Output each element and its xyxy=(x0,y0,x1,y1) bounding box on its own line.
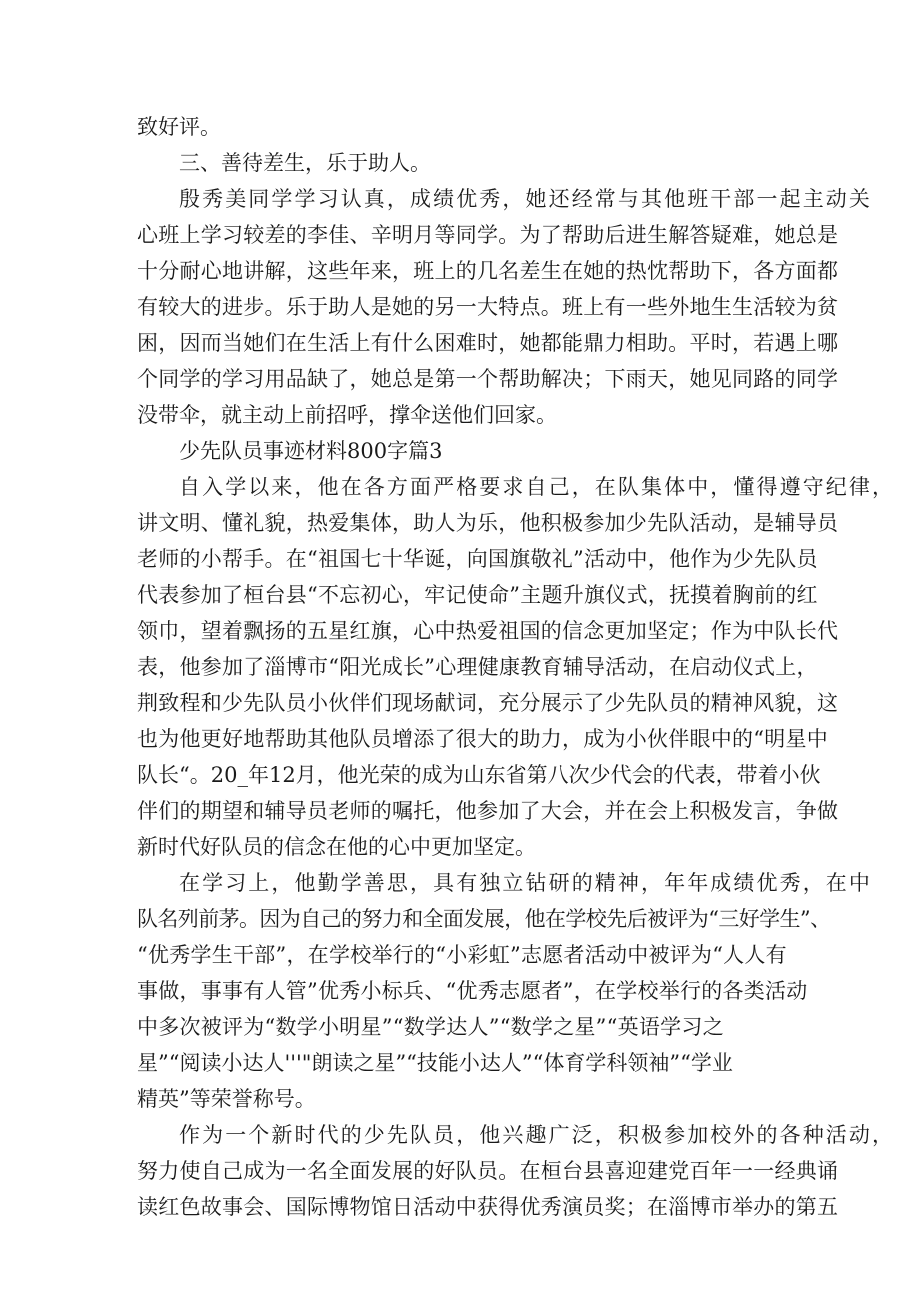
paragraph-line: 伴们的期望和辅导员老师的嘱托，他参加了大会，并在会上积极发言，争做 xyxy=(137,799,839,823)
paragraph-line: 也为他更好地帮助其他队员增添了很大的助力，成为小伙伴眼中的“明星中 xyxy=(137,727,828,751)
paragraph-line: 在学习上，他勤学善思，具有独立钻研的精神，年年成绩优秀，在中 xyxy=(179,871,872,895)
paragraph-line: 殷秀美同学学习认真，成绩优秀，她还经常与其他班干部一起主动关 xyxy=(179,187,872,211)
paragraph-line: 事做，事事有人管”优秀小标兵、“优秀志愿者”，在学校举行的各类活动 xyxy=(137,979,808,1003)
section-title: 少先队员事迹材料800字篇3 xyxy=(179,439,443,463)
paragraph-line: 领巾，望着飘扬的五星红旗，心中热爱祖国的信念更加坚定；作为中队长代 xyxy=(137,619,839,643)
section-heading: 三、善待差生，乐于助人。 xyxy=(179,151,431,175)
paragraph-line: 队长“。20_年12月，他光荣的成为山东省第八次少代会的代表，带着小伙 xyxy=(137,763,821,787)
paragraph-line: 个同学的学习用品缺了，她总是第一个帮助解决；下雨天，她见同路的同学 xyxy=(137,367,839,391)
paragraph-line: 代表参加了桓台县“不忘初心，牢记使命”主题升旗仪式，抚摸着胸前的红 xyxy=(137,583,818,607)
paragraph-line: 表，他参加了淄博市“阳光成长”心理健康教育辅导活动，在启动仪式上， xyxy=(137,655,818,679)
paragraph-line: 自入学以来，他在各方面严格要求自己，在队集体中，懂得遵守纪律， xyxy=(179,475,896,499)
paragraph-line: 精英”等荣誉称号。 xyxy=(137,1087,316,1111)
paragraph-line: 星”“阅读小达人'''"朗读之星”“技能小达人”“体育学科领袖”“学业 xyxy=(137,1051,733,1075)
paragraph-line: 困，因而当她们在生活上有什么困难时，她都能鼎力相助。平时，若遇上哪 xyxy=(137,331,839,355)
paragraph-line: 有较大的进步。乐于助人是她的另一大特点。班上有一些外地生生活较为贫 xyxy=(137,295,839,319)
paragraph-line: 没带伞，就主动上前招呼，撑伞送他们回家。 xyxy=(137,403,557,427)
paragraph-line: 老师的小帮手。在“祖国七十华诞，向国旗敬礼”活动中，他作为少先队员 xyxy=(137,547,818,571)
text-line: 致好评。 xyxy=(137,115,221,139)
paragraph-line: “优秀学生干部”，在学校举行的“小彩虹”志愿者活动中被评为“人人有 xyxy=(137,943,787,967)
paragraph-line: 新时代好队员的信念在他的心中更加坚定。 xyxy=(137,835,536,859)
paragraph-line: 心班上学习较差的李佳、辛明月等同学。为了帮助后进生解答疑难，她总是 xyxy=(137,223,839,247)
paragraph-line: 中多次被评为“数学小明星”“数学达人”“数学之星”“英语学习之 xyxy=(137,1015,724,1039)
paragraph-line: 读红色故事会、国际博物馆日活动中获得优秀演员奖；在淄博市举办的第五 xyxy=(137,1195,839,1219)
paragraph-line: 队名列前茅。因为自己的努力和全面发展，他在学校先后被评为“三好学生”、 xyxy=(137,907,831,931)
paragraph-line: 努力使自己成为一名全面发展的好队员。在桓台县喜迎建党百年一一经典诵 xyxy=(137,1159,839,1183)
paragraph-line: 荆致程和少先队员小伙伴们现场献词，充分展示了少先队员的精神风貌，这 xyxy=(137,691,839,715)
paragraph-line: 作为一个新时代的少先队员，他兴趣广泛，积极参加校外的各种活动， xyxy=(179,1123,896,1147)
paragraph-line: 十分耐心地讲解，这些年来，班上的几名差生在她的热忱帮助下，各方面都 xyxy=(137,259,839,283)
paragraph-line: 讲文明、懂礼貌，热爱集体，助人为乐，他积极参加少先队活动，是辅导员 xyxy=(137,511,839,535)
